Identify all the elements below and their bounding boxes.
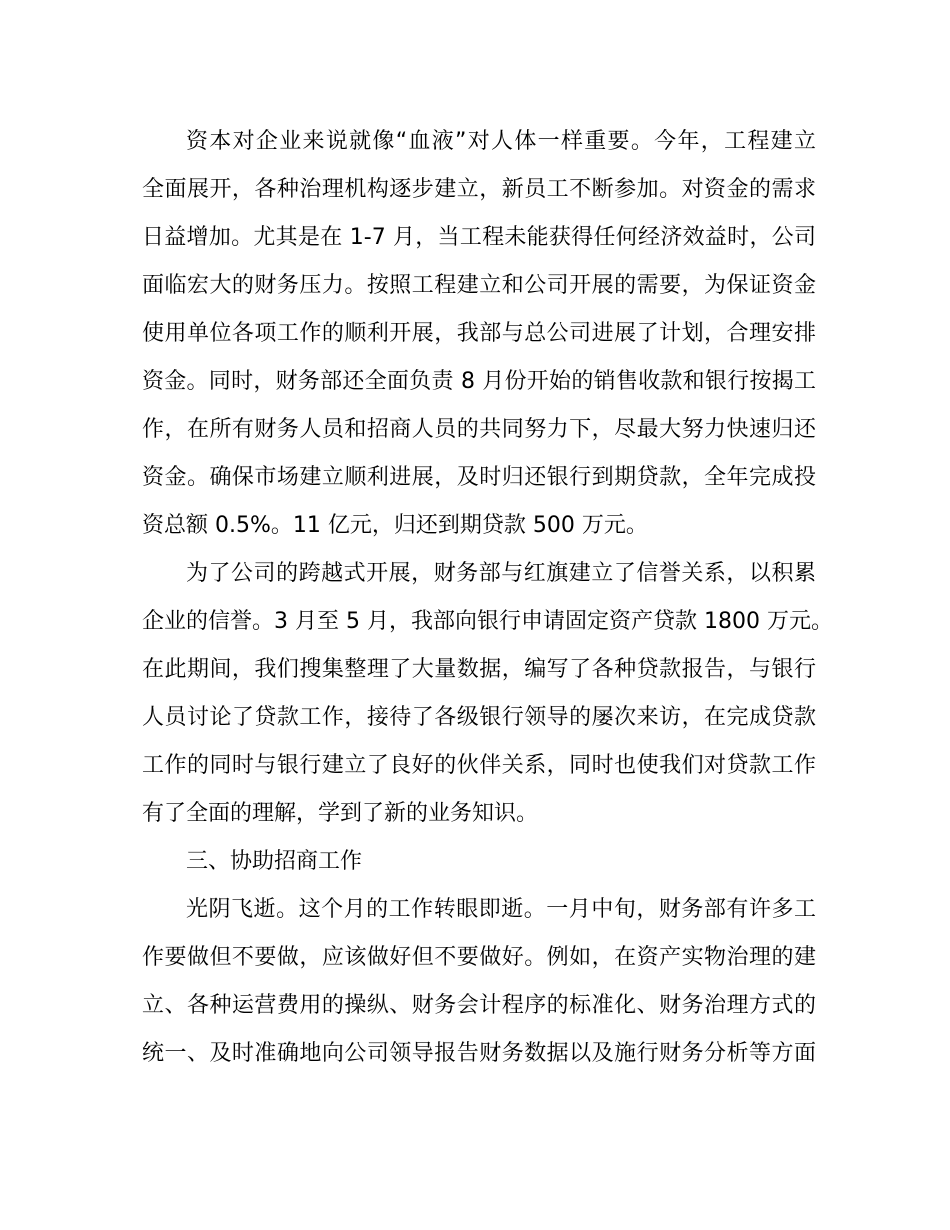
paragraph-line: 日益增加。尤其是在 1-7 月，当工程未能获得任何经济效益时，公司: [142, 225, 816, 250]
paragraph-line: 为了公司的跨越式开展，财务部与红旗建立了信誉关系，以积累: [186, 561, 816, 586]
paragraph-line: 光阴飞逝。这个月的工作转眼即逝。一月中旬，财务部有许多工: [186, 897, 816, 922]
paragraph-line: 在此期间，我们搜集整理了大量数据，编写了各种贷款报告，与银行: [142, 657, 816, 682]
paragraph-line: 企业的信誉。3 月至 5 月，我部向银行申请固定资产贷款 1800 万元。: [142, 609, 833, 634]
paragraph-line: 统一、及时准确地向公司领导报告财务数据以及施行财务分析等方面: [142, 1041, 816, 1066]
paragraph-line: 全面展开，各种治理机构逐步建立，新员工不断参加。对资金的需求: [142, 177, 816, 202]
paragraph-line: 立、各种运营费用的操纵、财务会计程序的标准化、财务治理方式的: [142, 993, 816, 1018]
paragraph-line: 面临宏大的财务压力。按照工程建立和公司开展的需要，为保证资金: [142, 273, 816, 298]
paragraph-line: 人员讨论了贷款工作，接待了各级银行领导的屡次来访，在完成贷款: [142, 705, 816, 730]
paragraph-line: 工作的同时与银行建立了良好的伙伴关系，同时也使我们对贷款工作: [142, 753, 816, 778]
paragraph-line: 资金。确保市场建立顺利进展，及时归还银行到期贷款，全年完成投: [142, 465, 816, 490]
document-body: [142, 118, 833, 1078]
paragraph-line: 作要做但不要做，应该做好但不要做好。例如，在资产实物治理的建: [142, 945, 816, 970]
paragraph-line: 资本对企业来说就像“血液”对人体一样重要。今年，工程建立: [186, 129, 816, 154]
paragraph-line: 使用单位各项工作的顺利开展，我部与总公司进展了计划，合理安排: [142, 321, 816, 346]
paragraph-line: 有了全面的理解，学到了新的业务知识。: [142, 801, 539, 826]
section-heading: 三、协助招商工作: [186, 849, 363, 874]
paragraph-line: 资金。同时，财务部还全面负责 8 月份开始的销售收款和银行按揭工: [142, 369, 816, 394]
paragraph-line: 作，在所有财务人员和招商人员的共同努力下，尽最大努力快速归还: [142, 417, 816, 442]
paragraph-line: 资总额 0.5%。11 亿元，归还到期贷款 500 万元。: [142, 513, 648, 538]
